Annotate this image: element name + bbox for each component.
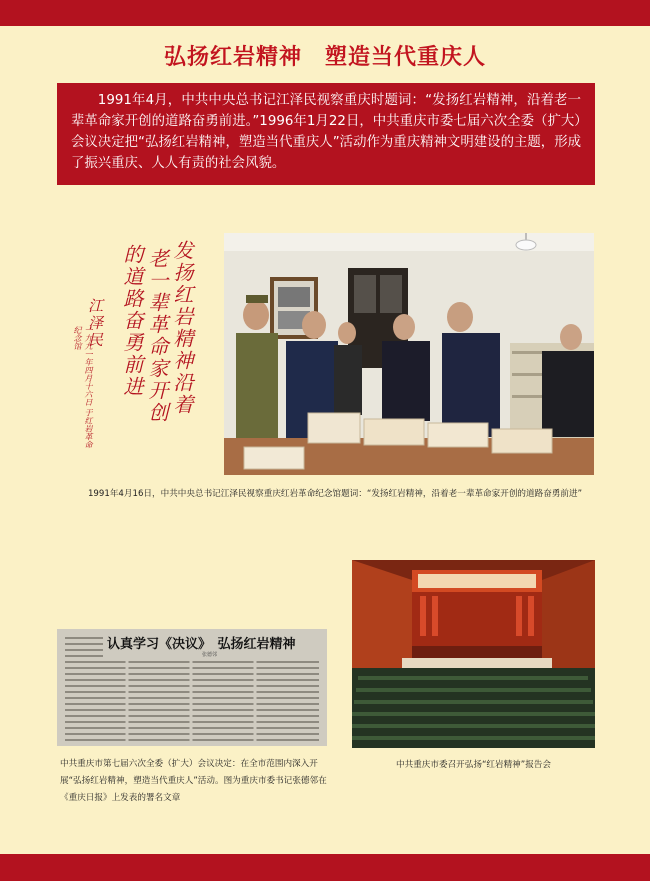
calligraphy-date: 一九九一年四月十六日 于红岩革命纪念馆 — [73, 326, 93, 449]
newspaper-caption: 中共重庆市第七届六次全委（扩大）会议决定：在全市范围内深入开展“弘扬红岩精神，塑造当代重庆人”活动。图为重庆市委书记张德邻在《重庆日报》上发表的署名文章 — [60, 759, 327, 803]
calligraphy-line-1: 发扬红岩精神沿着 — [170, 240, 194, 416]
newspaper-byline: 张德邻 — [202, 652, 218, 658]
newspaper-clipping — [57, 629, 327, 746]
auditorium-photo-caption: 中共重庆市委召开弘扬“红岩精神”报告会 — [396, 760, 551, 770]
visit-photo — [224, 233, 594, 475]
intro-text-box: 1991年4月，中共中央总书记江泽民视察重庆时题词：“发扬红岩精神，沿着老一辈革命家开创的道路奋勇前进。”1996年1月22日，中共重庆市委七届六次全委（扩大）会议决定把“弘扬红岩精神，塑造当代重庆人”活动作为重庆精神文明建设的主题，形成了振兴重庆、人人有责的社会风貌。 — [57, 83, 595, 185]
page-title: 弘扬红岩精神 塑造当代重庆人 — [163, 44, 486, 70]
calligraphy-line-3: 的道路奋勇前进 — [120, 244, 144, 398]
bottom-border — [0, 854, 650, 881]
auditorium-photo — [352, 560, 595, 748]
calligraphy-inscription — [70, 240, 220, 455]
top-border — [0, 0, 650, 26]
newspaper-headline: 认真学习《决议》 弘扬红岩精神 — [107, 637, 296, 652]
calligraphy-line-2: 老一辈革命家开创 — [145, 248, 169, 424]
calligraphy-signature: 江泽民 — [86, 298, 104, 349]
visit-photo-caption: 1991年4月16日，中共中央总书记江泽民视察重庆红岩革命纪念馆题词：“发扬红岩精神，沿着老一辈革命家开创的道路奋勇前进” — [87, 489, 583, 499]
